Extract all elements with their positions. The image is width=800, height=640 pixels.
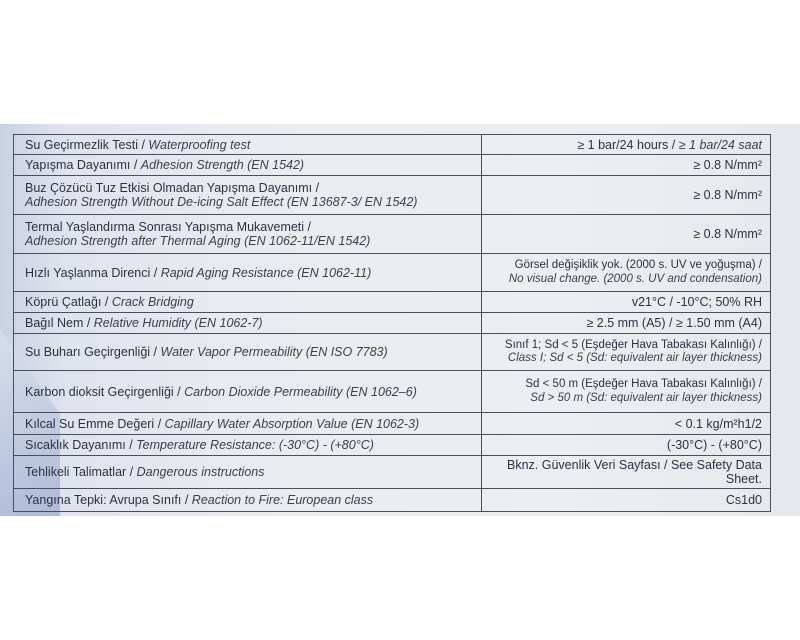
table-row bbox=[14, 334, 771, 371]
separator: / bbox=[138, 137, 149, 152]
property-en: Rapid Aging Resistance (EN 1062-11) bbox=[160, 265, 372, 280]
property-en: Water Vapor Permeability (EN ISO 7783) bbox=[160, 345, 388, 359]
value-cell bbox=[482, 176, 771, 215]
table-row bbox=[14, 292, 771, 313]
separator: / bbox=[173, 384, 185, 399]
table-row bbox=[14, 435, 771, 456]
value-cell bbox=[482, 489, 771, 512]
value-en: No visual change. (2000 s. UV and condensation) bbox=[508, 272, 762, 285]
value-text: Bknz. Güvenlik Veri Sayfası / See Safety Data Sheet. bbox=[507, 458, 762, 486]
separator: / bbox=[125, 438, 137, 452]
property-tr: Su Buharı Geçirgenliği bbox=[25, 345, 151, 359]
table-row bbox=[14, 215, 771, 254]
separator: / bbox=[312, 181, 320, 195]
separator: / bbox=[150, 265, 161, 280]
property-tr: Buz Çözücü Tuz Etkisi Olmadan Yapışma Dayanımı bbox=[25, 181, 313, 195]
property-en: Relative Humidity (EN 1062-7) bbox=[93, 316, 263, 330]
value-text: Görsel değişiklik yok. (2000 s. UV ve yoğuşma) / bbox=[514, 259, 762, 271]
property-en: Temperature Resistance: (-30°C) - (+80°C) bbox=[136, 438, 374, 452]
table-row bbox=[14, 371, 771, 413]
property-cell bbox=[14, 292, 482, 313]
property-cell bbox=[14, 135, 482, 155]
value-cell bbox=[482, 155, 771, 176]
property-tr: Yangına Tepki: Avrupa Sınıfı bbox=[25, 493, 182, 507]
separator: / bbox=[304, 220, 312, 234]
value-en: Sd > 50 m (Sd: equivalent air layer thickness) bbox=[530, 391, 762, 404]
property-en: Carbon Dioxide Permeability (EN 1062–6) bbox=[184, 384, 417, 399]
value-cell bbox=[482, 135, 771, 155]
table-row bbox=[14, 413, 771, 435]
separator: / bbox=[130, 158, 141, 172]
separator: / bbox=[126, 465, 137, 479]
property-en: Crack Bridging bbox=[111, 295, 194, 309]
property-tr: Yapışma Dayanımı bbox=[25, 158, 131, 172]
value-text: ≥ 2.5 mm (A5) / ≥ 1.50 mm (A4) bbox=[586, 316, 762, 330]
value-text: ≥ 0.8 N/mm² bbox=[693, 188, 762, 202]
separator: / bbox=[181, 493, 192, 507]
property-cell bbox=[14, 413, 482, 435]
property-en: Capillary Water Absorption Value (EN 1062-3) bbox=[164, 416, 420, 431]
spec-table bbox=[13, 134, 771, 512]
property-en: Waterproofing test bbox=[148, 137, 251, 152]
property-cell bbox=[14, 456, 482, 489]
table-row bbox=[14, 489, 771, 512]
property-en: Reaction to Fire: European class bbox=[191, 493, 374, 507]
value-cell bbox=[482, 456, 771, 489]
property-en: Dangerous instructions bbox=[136, 465, 265, 479]
separator: / bbox=[83, 316, 94, 330]
value-text: ≥ 0.8 N/mm² bbox=[693, 227, 762, 241]
property-cell bbox=[14, 254, 482, 292]
value-en: Class I; Sd < 5 (Sd: equivalent air layer thickness) bbox=[507, 352, 762, 364]
value-text: (-30°C) - (+80°C) bbox=[666, 438, 762, 452]
property-tr: Termal Yaşlandırma Sonrası Yapışma Mukavemeti bbox=[25, 220, 305, 234]
property-cell bbox=[14, 435, 482, 456]
value-cell bbox=[482, 292, 771, 313]
property-tr: Su Geçirmezlik Testi bbox=[25, 137, 138, 152]
property-tr: Köprü Çatlağı bbox=[25, 295, 102, 309]
value-text: < 0.1 kg/m²h1/2 bbox=[674, 416, 762, 431]
value-text: v21°C / -10°C; 50% RH bbox=[631, 295, 762, 309]
property-en: Adhesion Strength after Thermal Aging (EN 1062-11/EN 1542) bbox=[25, 234, 371, 248]
property-en: Adhesion Strength (EN 1542) bbox=[140, 158, 305, 172]
value-text: ≥ 1 bar/24 hours / bbox=[577, 137, 679, 152]
value-cell bbox=[482, 371, 771, 413]
table-row bbox=[14, 313, 771, 334]
property-cell bbox=[14, 176, 482, 215]
property-cell bbox=[14, 155, 482, 176]
property-cell bbox=[14, 489, 482, 512]
value-cell bbox=[482, 313, 771, 334]
value-cell bbox=[482, 254, 771, 292]
value-cell bbox=[482, 413, 771, 435]
property-cell bbox=[14, 215, 482, 254]
value-text: ≥ 0.8 N/mm² bbox=[693, 158, 762, 172]
table-row bbox=[14, 254, 771, 292]
table-row bbox=[14, 176, 771, 215]
property-cell bbox=[14, 313, 482, 334]
value-en: ≥ 1 bar/24 saat bbox=[678, 137, 762, 152]
property-cell bbox=[14, 371, 482, 413]
property-tr: Hızlı Yaşlanma Direnci bbox=[25, 265, 151, 280]
value-text: Sınıf 1; Sd < 5 (Eşdeğer Hava Tabakası Kalınlığı) / bbox=[504, 338, 762, 351]
property-tr: Sıcaklık Dayanımı bbox=[25, 438, 126, 452]
table-row bbox=[14, 155, 771, 176]
value-text: Cs1d0 bbox=[725, 493, 762, 507]
value-cell bbox=[482, 334, 771, 371]
property-tr: Karbon dioksit Geçirgenliği bbox=[25, 384, 174, 399]
separator: / bbox=[150, 345, 161, 359]
property-cell bbox=[14, 334, 482, 371]
value-cell bbox=[482, 435, 771, 456]
property-tr: Tehlikeli Talimatlar bbox=[25, 465, 127, 479]
value-text: Sd < 50 m (Eşdeğer Hava Tabakası Kalınlığı) / bbox=[525, 378, 762, 390]
table-row bbox=[14, 135, 771, 155]
separator: / bbox=[154, 416, 165, 431]
table-row bbox=[14, 456, 771, 489]
value-cell bbox=[482, 215, 771, 254]
separator: / bbox=[101, 295, 112, 309]
property-en: Adhesion Strength Without De-icing Salt Effect (EN 13687-3/ EN 1542) bbox=[25, 195, 418, 209]
property-tr: Kılcal Su Emme Değeri bbox=[25, 416, 155, 431]
property-tr: Bağıl Nem bbox=[25, 316, 84, 330]
